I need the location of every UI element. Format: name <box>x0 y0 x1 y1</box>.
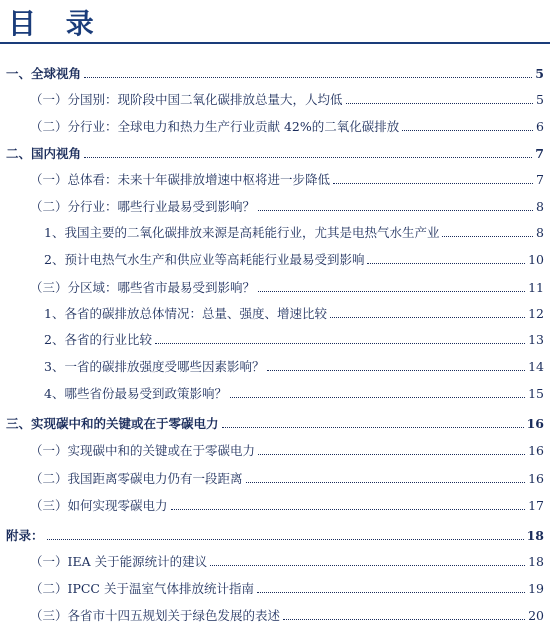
toc-entry[interactable] <box>0 548 550 570</box>
toc-entry[interactable] <box>0 465 550 487</box>
toc-entry-page: 11 <box>528 280 544 295</box>
toc-entry-page: 15 <box>528 386 544 401</box>
toc-entry-title: 2、预计电热气水生产和供应业等高耗能行业最易受到影响 <box>44 252 365 267</box>
toc-entry-page: 12 <box>528 306 544 321</box>
toc-leader-dots <box>47 538 524 540</box>
toc-leader-dots <box>258 290 525 292</box>
toc-entry-title: （三）如何实现零碳电力 <box>30 498 168 513</box>
toc-entry-title: 附录： <box>6 528 44 543</box>
toc-leader-dots <box>346 102 534 104</box>
toc-entry-title: （二）分行业：哪些行业最易受到影响？ <box>30 199 256 214</box>
toc-leader-dots <box>333 182 533 184</box>
toc-entry-title: （一）总体看：未来十年碳排放增速中枢将进一步降低 <box>30 172 331 187</box>
toc-entry-title: （三）分区域：哪些省市最易受到影响？ <box>30 280 256 295</box>
toc-leader-dots <box>330 316 525 318</box>
toc-entry[interactable] <box>0 437 550 459</box>
toc-entry-title: （二）分行业：全球电力和热力生产行业贡献 42%的二氧化碳排放 <box>30 119 400 134</box>
toc-entry-title: （二）我国距离零碳电力仍有一段距离 <box>30 471 243 486</box>
toc-leader-dots <box>257 591 525 593</box>
toc-leader-dots <box>258 209 533 211</box>
toc-entry-title: 2、各省的行业比较 <box>44 332 152 347</box>
toc-entry-page: 18 <box>528 554 544 569</box>
toc-leader-dots <box>155 342 525 344</box>
title-divider <box>0 42 550 44</box>
toc-entry-title: 1、各省的碳排放总体情况：总量、强度、增速比较 <box>44 306 327 321</box>
toc-entry[interactable] <box>0 522 550 544</box>
toc-entry-page: 14 <box>528 359 544 374</box>
toc-entry-page: 8 <box>536 225 544 240</box>
toc-entry-page: 8 <box>536 199 544 214</box>
toc-leader-dots <box>210 564 525 566</box>
toc-leader-dots <box>230 396 525 398</box>
toc-entry-page: 5 <box>536 92 544 107</box>
toc-leader-dots <box>402 129 533 131</box>
toc-entry[interactable] <box>0 575 550 597</box>
toc-entry[interactable] <box>0 219 550 241</box>
toc-entry-title: （二）IPCC 关于温室气体排放统计指南 <box>30 581 254 596</box>
toc-entry-title: （三）各省市十四五规划关于绿色发展的表述 <box>30 608 281 623</box>
toc-entry-title: 三、实现碳中和的关键或在于零碳电力 <box>6 416 219 431</box>
toc-leader-dots <box>84 156 532 158</box>
toc-leader-dots <box>222 426 524 428</box>
toc-entry-page: 10 <box>528 252 544 267</box>
toc-entry-title: （一）IEA 关于能源统计的建议 <box>30 554 208 569</box>
toc-leader-dots <box>246 481 526 483</box>
toc-entry-title: 一、全球视角 <box>6 66 82 81</box>
toc-entry[interactable] <box>0 353 550 375</box>
toc-entry[interactable] <box>0 60 550 82</box>
toc-leader-dots <box>258 453 525 455</box>
toc-entry[interactable] <box>0 602 550 624</box>
page-title: 目 录 <box>8 7 104 40</box>
toc-entry-page: 5 <box>535 66 544 81</box>
toc-entry[interactable] <box>0 300 550 322</box>
toc-leader-dots <box>367 262 525 264</box>
toc-entry-page: 7 <box>535 146 544 161</box>
toc-entry-page: 16 <box>528 443 544 458</box>
toc-entry[interactable] <box>0 140 550 162</box>
toc-entry[interactable] <box>0 410 550 432</box>
toc-entry-page: 16 <box>526 416 544 431</box>
toc-entry-page: 20 <box>528 608 544 623</box>
toc-entry-page: 19 <box>528 581 544 596</box>
toc-entry[interactable] <box>0 113 550 135</box>
toc-entry-title: （一）实现碳中和的关键或在于零碳电力 <box>30 443 256 458</box>
toc-entry[interactable] <box>0 492 550 514</box>
toc-entry-title: 二、国内视角 <box>6 146 82 161</box>
toc-entry[interactable] <box>0 274 550 296</box>
toc-entry[interactable] <box>0 246 550 268</box>
toc-entry-page: 17 <box>528 498 544 513</box>
toc-entry-title: 1、我国主要的二氧化碳排放来源是高耗能行业，尤其是电热气水生产业 <box>44 225 440 240</box>
toc-entry-page: 7 <box>536 172 544 187</box>
toc-entry-title: 4、哪些省份最易受到政策影响？ <box>44 386 227 401</box>
toc-entry[interactable] <box>0 193 550 215</box>
toc-entry[interactable] <box>0 166 550 188</box>
toc-entry-page: 6 <box>536 119 544 134</box>
toc-leader-dots <box>267 369 525 371</box>
toc-entry[interactable] <box>0 326 550 348</box>
toc-leader-dots <box>84 76 532 78</box>
toc-leader-dots <box>442 235 533 237</box>
toc-entry[interactable] <box>0 380 550 402</box>
toc-entry[interactable] <box>0 86 550 108</box>
toc-leader-dots <box>283 618 525 620</box>
toc-entry-page: 13 <box>528 332 544 347</box>
toc-entry-title: 3、一省的碳排放强度受哪些因素影响？ <box>44 359 265 374</box>
toc-entry-page: 18 <box>526 528 544 543</box>
toc-entry-page: 16 <box>528 471 544 486</box>
toc-entry-title: （一）分国别：现阶段中国二氧化碳排放总量大，人均低 <box>30 92 343 107</box>
toc-leader-dots <box>171 508 526 510</box>
